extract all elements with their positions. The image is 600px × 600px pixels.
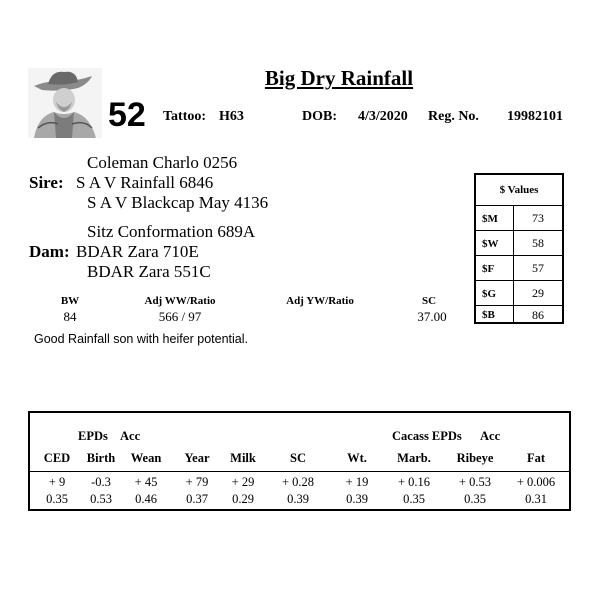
- epd-column-header: Year: [184, 451, 210, 465]
- dollar-value-amount: 57: [532, 261, 544, 275]
- dollar-values-title: $ Values: [476, 175, 562, 206]
- epd-accuracy: 0.35: [464, 492, 486, 506]
- dam-label: Dam:: [29, 242, 70, 261]
- sire-sire: Coleman Charlo 0256: [87, 153, 238, 172]
- carcass-group-acc: Acc: [480, 429, 501, 443]
- reg-label: Reg. No.: [428, 109, 479, 124]
- sire-dam: S A V Blackcap May 4136: [87, 193, 269, 212]
- tattoo-value: H63: [219, 109, 244, 124]
- epd-accuracy: 0.39: [346, 492, 368, 506]
- dollar-value-name: $M: [476, 206, 514, 230]
- dam-name: BDAR Zara 710E: [76, 242, 199, 261]
- epd-value: + 19: [345, 475, 369, 489]
- epd-column-header: Wt.: [347, 451, 367, 465]
- tattoo-label: Tattoo:: [163, 109, 207, 124]
- epd-column-header: Marb.: [397, 451, 431, 465]
- epd-column-header: Fat: [526, 451, 546, 465]
- dollar-value-amount: 58: [532, 236, 544, 250]
- dollar-value-amount: 86: [532, 308, 544, 322]
- epd-value: -0.3: [91, 475, 111, 489]
- epd-accuracy: 0.31: [525, 492, 547, 506]
- sire-name: S A V Rainfall 6846: [76, 173, 214, 192]
- dollar-value-name: $B: [476, 306, 514, 324]
- epd-accuracy: 0.35: [403, 492, 425, 506]
- dollar-value-amount: 73: [532, 211, 544, 225]
- dob-label: DOB:: [302, 109, 337, 124]
- ww-value: 566 / 97: [158, 309, 202, 324]
- sire-label: Sire:: [29, 173, 64, 192]
- epd-accuracy: 0.37: [186, 492, 208, 506]
- sc-label: SC: [421, 295, 437, 307]
- carcass-group-label: Cacass EPDs: [392, 429, 462, 443]
- epd-accuracy: 0.29: [232, 492, 254, 506]
- dollar-value-name: $W: [476, 231, 514, 255]
- dollar-value-amount: 29: [532, 286, 544, 300]
- ww-label: Adj WW/Ratio: [144, 295, 216, 307]
- epd-table: [28, 411, 571, 511]
- yw-label: Adj YW/Ratio: [286, 295, 354, 307]
- epd-header-divider: [30, 471, 569, 472]
- epd-value: + 0.16: [397, 475, 431, 489]
- epd-column-header: SC: [290, 451, 306, 465]
- epd-column-header: CED: [43, 451, 71, 465]
- dob-value: 4/3/2020: [358, 109, 408, 124]
- epd-value: + 0.28: [281, 475, 315, 489]
- epd-accuracy: 0.46: [135, 492, 157, 506]
- epd-column-header: Birth: [86, 451, 116, 465]
- reg-value: 19982101: [507, 109, 563, 124]
- dollar-value-row: [476, 306, 562, 324]
- comment-text: Good Rainfall son with heifer potential.: [34, 332, 249, 346]
- epd-group-acc: Acc: [120, 429, 141, 443]
- epd-column-header: Ribeye: [456, 451, 494, 465]
- epd-value: + 0.006: [516, 475, 556, 489]
- epd-group-label: EPDs: [78, 429, 108, 443]
- lot-number: 52: [108, 96, 146, 134]
- dam-dam: BDAR Zara 551C: [87, 262, 211, 281]
- dollar-value-row: [476, 206, 562, 231]
- epd-value: + 29: [231, 475, 255, 489]
- epd-value: + 79: [185, 475, 209, 489]
- epd-value: + 0.53: [458, 475, 492, 489]
- page-title: Big Dry Rainfall: [264, 66, 414, 90]
- epd-column-header: Milk: [230, 451, 256, 465]
- sc-value: 37.00: [417, 309, 447, 324]
- epd-value: + 45: [134, 475, 158, 489]
- dollar-value-row: [476, 281, 562, 306]
- dam-sire: Sitz Conformation 689A: [87, 222, 256, 241]
- dollar-value-row: [476, 256, 562, 281]
- dollar-value-row: [476, 231, 562, 256]
- bw-label: BW: [60, 295, 80, 307]
- dollar-values-table: [474, 173, 564, 324]
- epd-accuracy: 0.39: [287, 492, 309, 506]
- epd-accuracy: 0.35: [46, 492, 68, 506]
- dollar-value-name: $F: [476, 256, 514, 280]
- epd-column-header: Wean: [130, 451, 162, 465]
- bw-value: 84: [63, 309, 77, 324]
- epd-value: + 9: [48, 475, 66, 489]
- epd-accuracy: 0.53: [90, 492, 112, 506]
- dollar-value-name: $G: [476, 281, 514, 305]
